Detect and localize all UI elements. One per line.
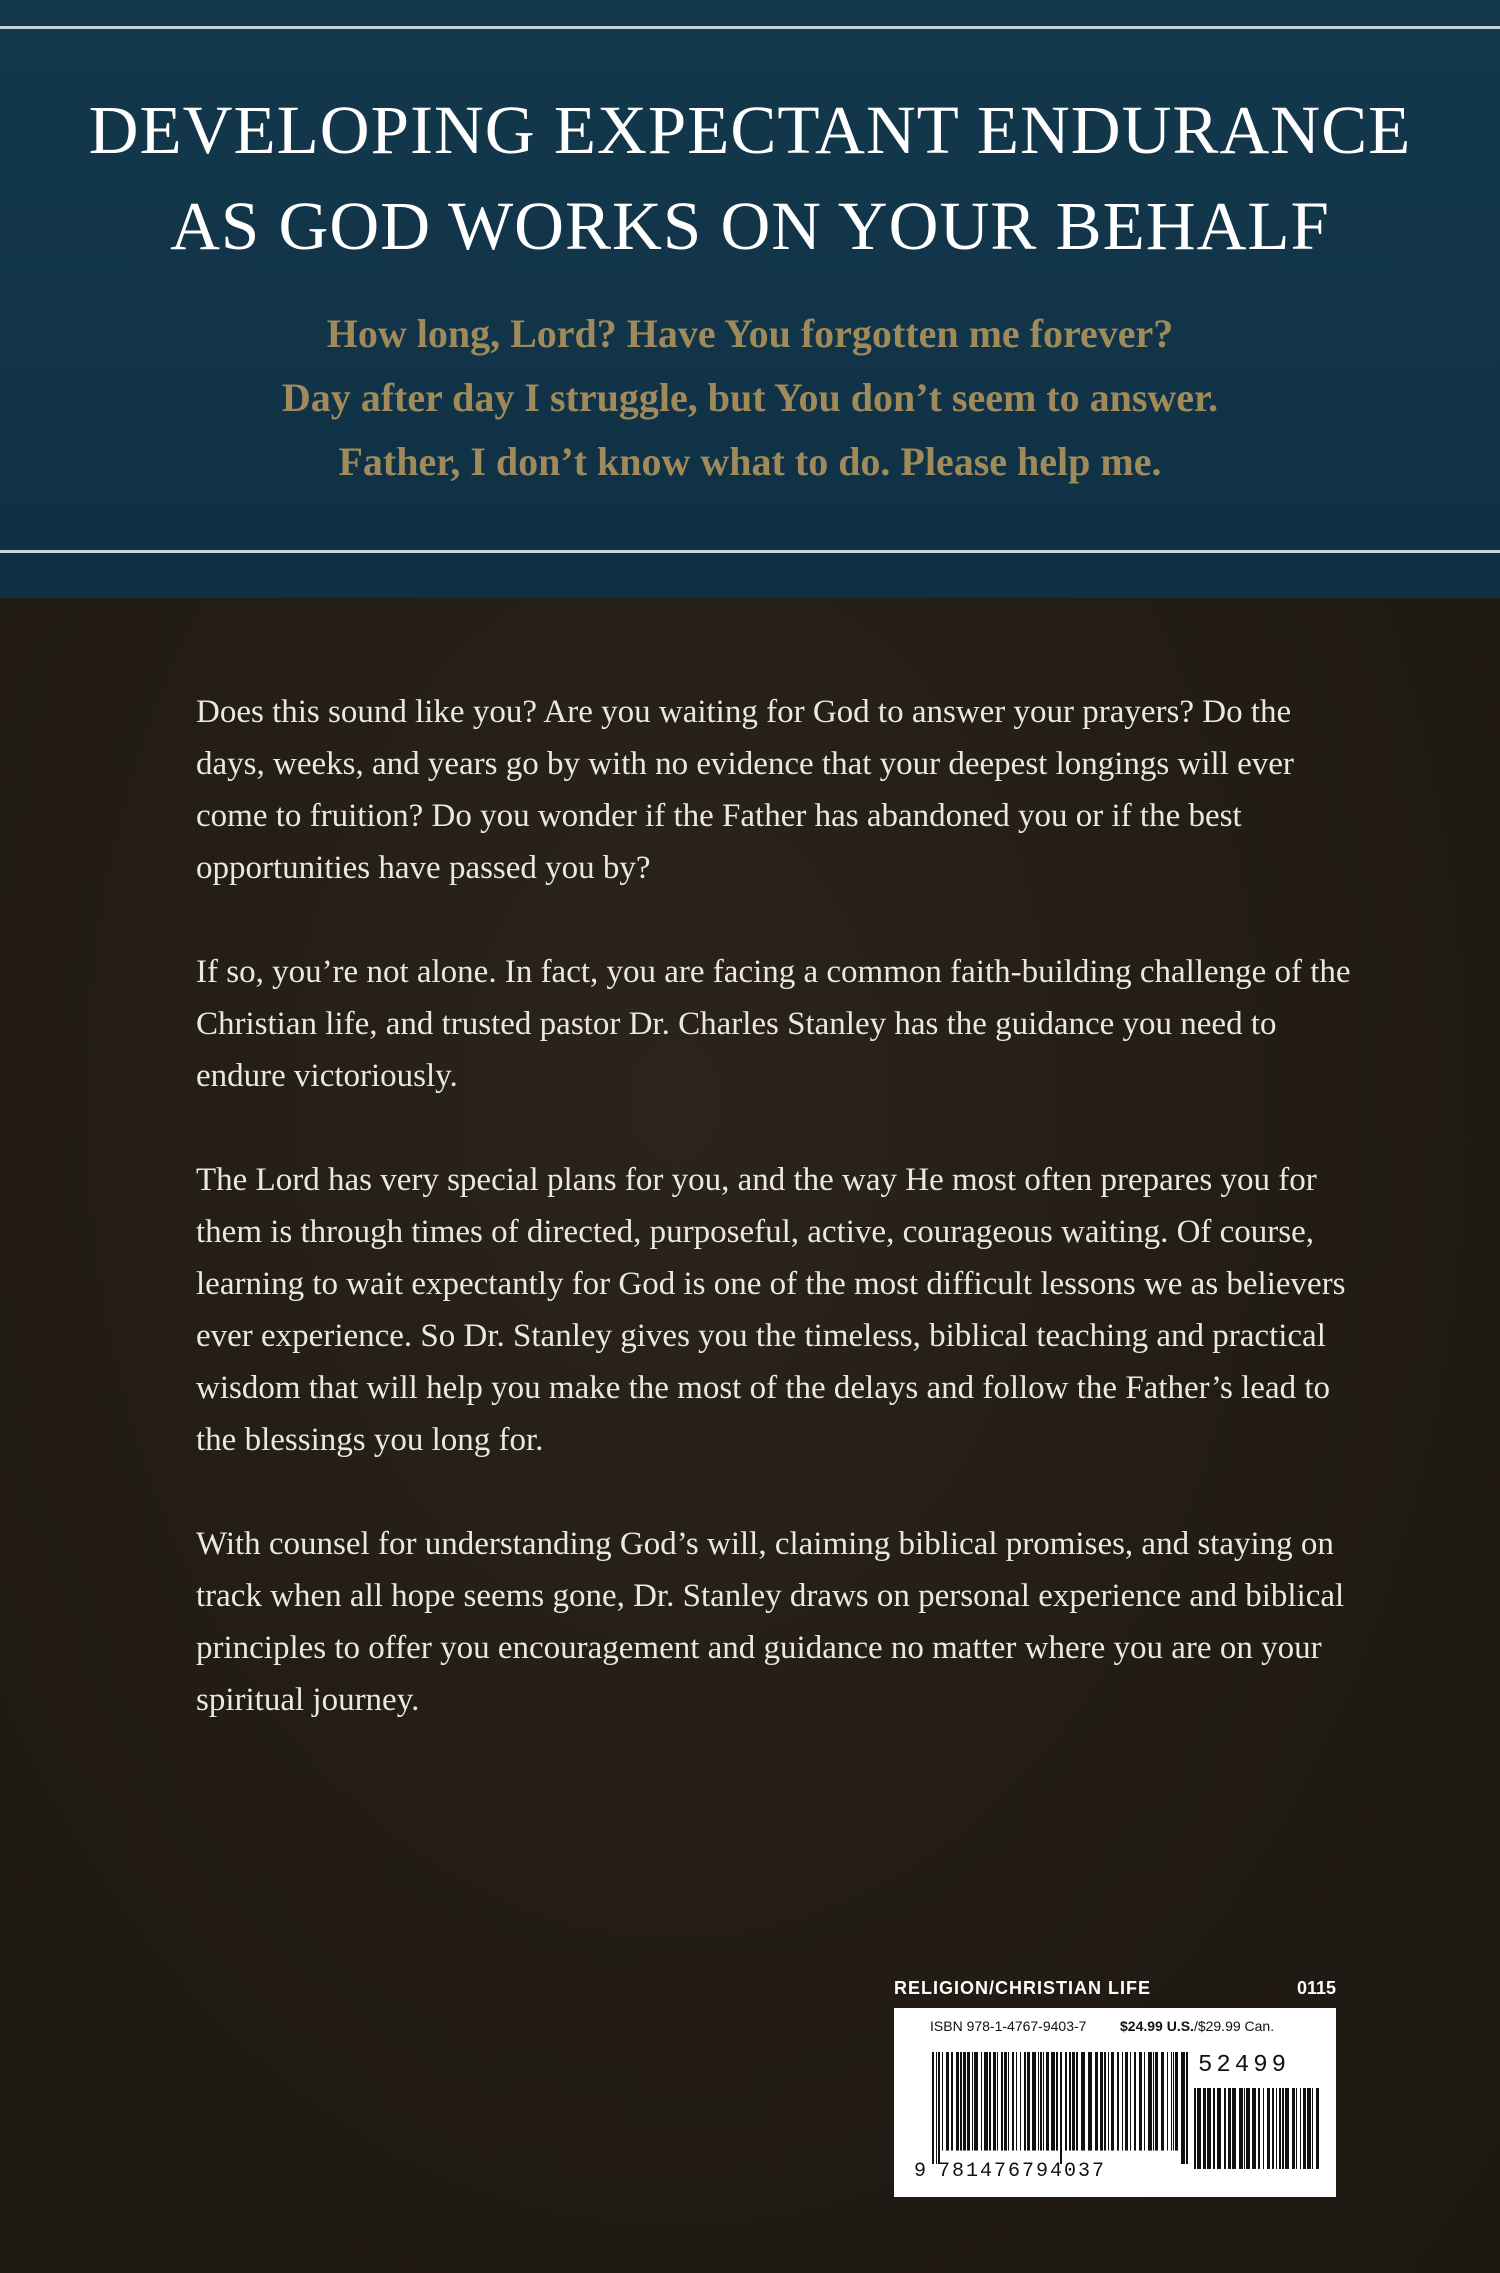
barcode-bar <box>1038 2052 1039 2151</box>
barcode-bar <box>1186 2052 1188 2164</box>
barcode-bar <box>1144 2052 1145 2151</box>
barcode-bar <box>1072 2052 1075 2151</box>
barcode-bar <box>1217 2088 1221 2169</box>
headline-line-1: DEVELOPING EXPECTANT ENDURANCE <box>88 92 1412 168</box>
barcode-bar <box>1316 2088 1319 2169</box>
barcode-bar <box>997 2052 998 2151</box>
barcode-bar <box>1175 2052 1178 2151</box>
price-can: /$29.99 Can. <box>1193 2018 1275 2034</box>
barcode-bar <box>936 2052 937 2164</box>
barcode-bar <box>993 2052 996 2151</box>
barcode-bar <box>1027 2052 1030 2151</box>
barcode-bar <box>956 2052 959 2151</box>
barcode-area <box>894 1978 1336 2197</box>
headline <box>60 82 1440 274</box>
barcode-bar <box>960 2052 962 2151</box>
body-paragraph-3: The Lord has very special plans for you, and the way He most often prepares you for them is through times of directed, purposeful, active, courageous waiting. Of course, learning to wait expectantly for God is one of the most difficult lessons we as believers ever experience. So Dr. Stanley gives you the timeless, biblical teaching and practical wisdom that will help you make the most of the delays and follow the Father’s lead to the blessings you long for. <box>196 1162 1346 1458</box>
ean-first-digit: 9 <box>914 2160 927 2183</box>
barcode-bar <box>1181 2052 1185 2164</box>
barcode-bar <box>989 2052 991 2151</box>
barcode-bar <box>1307 2088 1311 2169</box>
barcode-bar <box>1161 2052 1164 2151</box>
barcode-bar <box>1239 2088 1243 2169</box>
barcode-bar <box>1228 2088 1231 2169</box>
barcode-bar <box>1008 2052 1009 2151</box>
barcode-bar <box>1134 2052 1136 2151</box>
barcode-bar <box>1095 2052 1098 2151</box>
barcode-bar <box>1004 2052 1007 2151</box>
barcode-bar <box>1267 2088 1270 2169</box>
barcode-bar <box>1244 2088 1245 2169</box>
barcode-bar <box>1139 2052 1142 2151</box>
barcode-bar <box>951 2052 953 2151</box>
lament-quote <box>100 302 1400 494</box>
barcode-bar <box>1224 2088 1226 2169</box>
barcode-bar <box>1167 2052 1168 2151</box>
barcode-box <box>894 2008 1336 2197</box>
body-paragraph-2: If so, you’re not alone. In fact, you are facing a common faith-building challenge of the Christian life, and trusted pastor Dr. Charles Stanley has the guidance you need to endure victoriously. <box>196 954 1351 1094</box>
barcode-bar <box>1117 2052 1119 2151</box>
price-us: $24.99 U.S. <box>1120 2018 1194 2034</box>
barcode-bar <box>942 2052 943 2151</box>
top-rule <box>0 26 1500 29</box>
barcode-bar <box>1020 2052 1021 2151</box>
barcode-bar <box>1155 2052 1158 2151</box>
barcode-bar <box>963 2052 966 2151</box>
barcode-bar <box>1108 2052 1109 2151</box>
barcode-bar <box>1173 2052 1174 2151</box>
barcode-bar <box>946 2052 949 2151</box>
barcode-bar <box>1111 2052 1114 2151</box>
lament-line-3: Father, I don’t know what to do. Please help me. <box>338 439 1162 484</box>
barcode-bar <box>1043 2052 1044 2151</box>
barcode-bar <box>1232 2088 1236 2169</box>
barcode-bar <box>1263 2088 1264 2169</box>
barcode-bar <box>1272 2088 1274 2169</box>
barcode-bar <box>1285 2088 1289 2169</box>
barcode-bar <box>1104 2052 1106 2151</box>
barcode-bar <box>932 2052 934 2164</box>
barcode-bar <box>1276 2088 1277 2169</box>
ean-barcode-bars <box>932 2052 1190 2164</box>
barcode-bar <box>1016 2052 1017 2151</box>
product-code: 0115 <box>1296 1978 1336 1998</box>
headline-line-2: AS GOD WORKS ON YOUR BEHALF <box>170 188 1330 264</box>
barcode-bar <box>1024 2052 1026 2151</box>
barcode-bar <box>1076 2052 1078 2151</box>
barcode-bar <box>1130 2052 1131 2151</box>
barcode-bar <box>1088 2052 1092 2151</box>
barcode-bar <box>1122 2052 1123 2151</box>
barcode-bar <box>1069 2052 1071 2151</box>
bottom-rule <box>0 550 1500 553</box>
barcode-bar <box>1051 2052 1055 2151</box>
barcode-bar <box>1125 2052 1128 2151</box>
barcode-bar <box>1194 2088 1196 2169</box>
barcode-bar <box>1148 2052 1152 2151</box>
barcode-bar <box>981 2052 982 2151</box>
barcode-bar <box>1252 2088 1256 2169</box>
barcode-bar <box>972 2052 973 2151</box>
lament-line-2: Day after day I struggle, but You don’t seem to answer. <box>281 375 1219 420</box>
barcode-bar <box>1197 2088 1201 2169</box>
body-paragraph-1: Does this sound like you? Are you waiting for God to answer your prayers? Do the days, weeks, and years go by with no evidence that your deepest longings will ever come to fruition? Do you wonder if the Father has abandoned you or if the best opportunities have passed you by? <box>196 694 1294 886</box>
barcode-bar <box>1282 2088 1284 2169</box>
barcode-bar <box>1060 2052 1062 2164</box>
barcode-bar <box>1100 2052 1103 2151</box>
barcode-bar <box>1001 2052 1003 2151</box>
barcode-bar <box>984 2052 988 2151</box>
barcode-bar <box>1153 2052 1154 2151</box>
barcode-bar <box>1292 2088 1295 2169</box>
body-paragraph-4: With counsel for understanding God’s will, claiming biblical promises, and staying on track when all hope seems gone, Dr. Stanley draws on personal experience and biblical principles to offer you encouragement and guidance no matter where you are on your spiritual journey. <box>196 1526 1345 1718</box>
barcode-bar <box>1258 2088 1260 2169</box>
barcode-bar <box>1040 2052 1042 2151</box>
barcode-bar <box>1203 2088 1206 2169</box>
isbn-text: ISBN 978-1-4767-9403-7 <box>930 2018 1087 2034</box>
barcode-bar <box>1012 2052 1014 2151</box>
body-copy <box>196 686 1356 1778</box>
barcode-bar <box>1046 2052 1049 2151</box>
barcode-bar <box>1303 2088 1306 2169</box>
barcode-bar <box>1300 2088 1301 2169</box>
addon-digits: 52499 <box>1198 2052 1291 2079</box>
barcode-bar <box>1207 2088 1211 2169</box>
ean-digits: 781476794037 <box>938 2160 1107 2183</box>
barcode-bar <box>1171 2052 1172 2151</box>
category-label: RELIGION/CHRISTIAN LIFE <box>894 1978 1151 1998</box>
lament-line-1: How long, Lord? Have You forgotten me forever? <box>326 311 1174 356</box>
price-text <box>1120 2018 1274 2034</box>
barcode-bar <box>974 2052 978 2151</box>
barcode-bar <box>1246 2088 1250 2169</box>
barcode-bar <box>1213 2088 1215 2169</box>
barcode-bar <box>967 2052 970 2151</box>
addon-barcode-bars <box>1194 2088 1320 2180</box>
barcode-bar <box>1056 2052 1058 2151</box>
barcode-bar <box>1296 2088 1297 2169</box>
barcode-bar <box>1279 2088 1281 2169</box>
barcode-bar <box>1081 2052 1085 2151</box>
barcode-bar <box>1065 2052 1067 2151</box>
barcode-bar <box>938 2052 940 2164</box>
barcode-bar <box>1032 2052 1036 2151</box>
barcode-bar <box>1312 2088 1313 2169</box>
